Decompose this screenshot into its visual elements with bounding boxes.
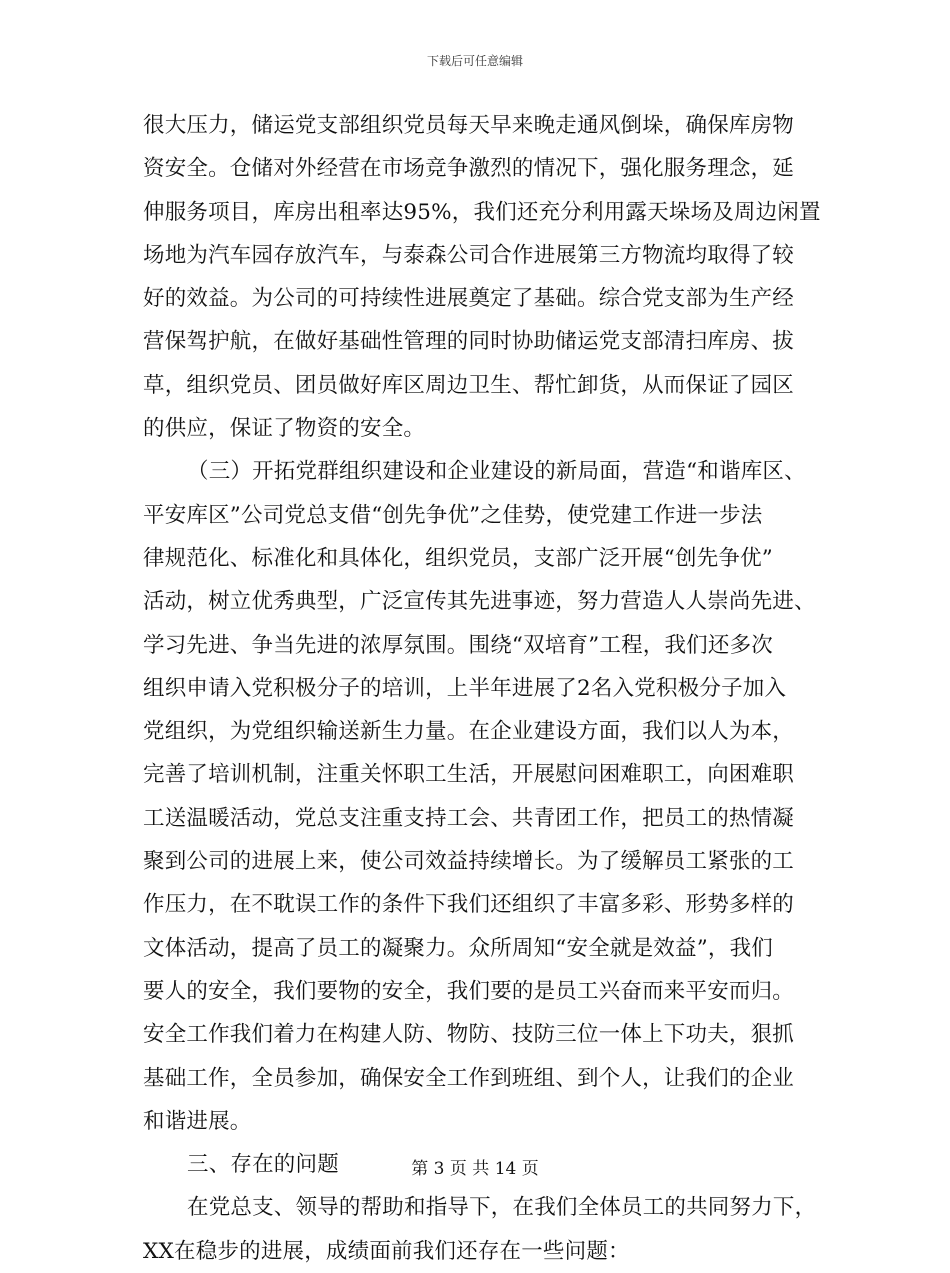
- text-line: 资安全。仓储对外经营在市场竞争激烈的情况下，强化服务理念，延: [143, 156, 795, 182]
- text-line: 平安库区”公司党总支借“创先争优”之佳势，使党建工作进一步法: [143, 502, 763, 528]
- text-line: 基础工作，全员参加，确保安全工作到班组、到个人，让我们的企业: [143, 1065, 795, 1091]
- text-line: 完善了培训机制，注重关怀职工生活，开展慰问困难职工，向困难职: [143, 762, 795, 788]
- page-number-footer: 第 3 页 共 14 页: [411, 1159, 539, 1179]
- text-line: 党组织，为党组织输送新生力量。在企业建设方面，我们以人为本，: [143, 719, 795, 745]
- text-line: 学习先进、争当先进的浓厚氛围。围绕“双培育”工程，我们还多次: [143, 632, 773, 658]
- text-line: 作压力，在不耽误工作的条件下我们还组织了丰富多彩、形势多样的: [143, 892, 795, 918]
- document-body: [143, 104, 821, 1273]
- text-line: 场地为汽车园存放汽车，与泰森公司合作进展第三方物流均取得了较: [143, 242, 795, 268]
- text-line: 安全工作我们着力在构建人防、物防、技防三位一体上下功夫，狠抓: [143, 1022, 795, 1048]
- text-line: 律规范化、标准化和具体化，组织党员，支部广泛开展“创先争优”: [143, 545, 773, 571]
- page-header: 下载后可任意编辑: [426, 54, 523, 68]
- text-line: 很大压力，储运党支部组织党员每天早来晚走通风倒垛，确保库房物: [143, 113, 795, 138]
- text-line: 的供应，保证了物资的安全。: [143, 416, 426, 442]
- text-line: 工送温暖活动，党总支注重支持工会、共青团工作，把员工的热情凝: [143, 805, 795, 831]
- text-line: 聚到公司的进展上来，使公司效益持续增长。为了缓解员工紧张的工: [143, 849, 795, 875]
- text-line: 要人的安全，我们要物的安全，我们要的是员工兴奋而来平安而归。: [143, 978, 795, 1004]
- text-line: （三）开拓党群组织建设和企业建设的新局面，营造“和谐库区、: [187, 459, 806, 485]
- text-line: 组织申请入党积极分子的培训，上半年进展了2名入党积极分子加入: [143, 675, 787, 701]
- text-line: 伸服务项目，库房出租率达95%，我们还充分利用露天垛场及周边闲置: [143, 199, 821, 225]
- text-line: 活动，树立优秀典型，广泛宣传其先进事迹，努力营造人人崇尚先进、: [143, 589, 816, 615]
- text-line: XX在稳步的进展，成绩面前我们还存在一些问题：: [143, 1238, 630, 1264]
- text-line: 三、存在的问题: [187, 1152, 339, 1178]
- text-line: 草，组织党员、团员做好库区周边卫生、帮忙卸货，从而保证了园区: [143, 372, 795, 398]
- text-line: 和谐进展。: [143, 1108, 252, 1134]
- text-line: 在党总支、领导的帮助和指导下，在我们全体员工的共同努力下，: [187, 1195, 817, 1221]
- text-line: 好的效益。为公司的可持续性进展奠定了基础。综合党支部为生产经: [143, 286, 795, 312]
- text-line: 文体活动，提高了员工的凝聚力。众所周知“安全就是效益”，我们: [143, 935, 773, 961]
- text-line: 营保驾护航，在做好基础性管理的同时协助储运党支部清扫库房、拔: [143, 329, 795, 355]
